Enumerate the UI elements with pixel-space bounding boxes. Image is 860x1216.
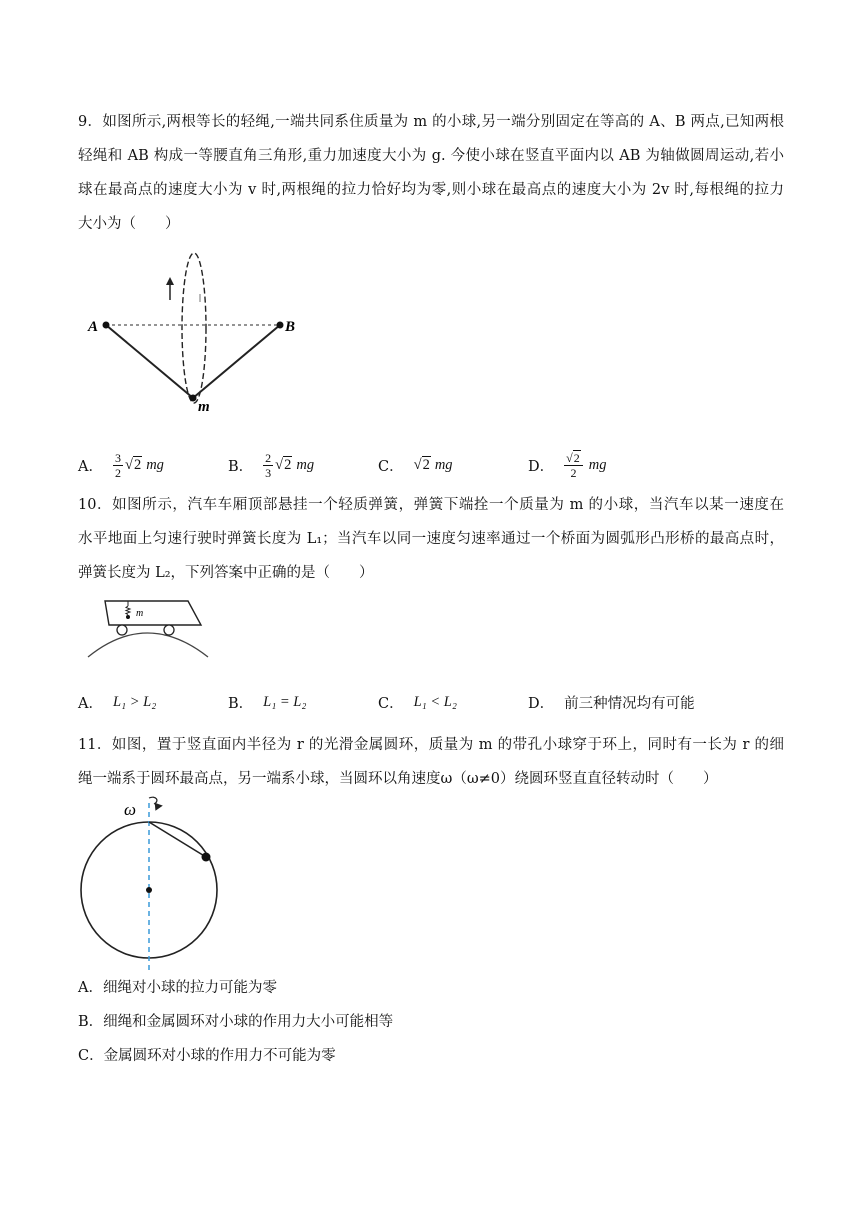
q11-option-c[interactable]: C．金属圆环对小球的作用力不可能为零 bbox=[78, 1048, 336, 1064]
q9-figure bbox=[78, 248, 308, 418]
q11-option-a[interactable]: A．细绳对小球的拉力可能为零 bbox=[78, 980, 277, 996]
q10-label-m: m bbox=[136, 608, 144, 619]
q10-options bbox=[78, 682, 784, 722]
question-11-text bbox=[78, 728, 784, 796]
question-10-text bbox=[78, 488, 784, 590]
q10-option-a[interactable]: A． L₁ > L₂ bbox=[78, 693, 157, 712]
q9-label-a: A bbox=[88, 319, 99, 335]
fraction: $\frac{3}{2}$ bbox=[114, 450, 121, 480]
q9-label-m: m bbox=[198, 399, 210, 415]
q10-option-c[interactable]: C． L₁ < L₂ bbox=[378, 693, 457, 712]
q10-line-3: 弹簧长度为 L₂，下列答案中正确的是（ ） bbox=[78, 565, 374, 581]
q10-line-1: 10．如图所示，汽车车厢顶部悬挂一个轻质弹簧，弹簧下端拴一个质量为 m 的小球，当汽车以某一速度在 bbox=[78, 497, 784, 513]
q9-line-3: 球在最高点的速度大小为 v 时,两根绳的拉力恰好均为零,则小球在最高点的速度大小为 2v 时,每根绳的拉力 bbox=[78, 182, 784, 198]
q10-option-b[interactable]: B． L₁ = L₂ bbox=[228, 693, 307, 712]
q11-label-omega: ω bbox=[124, 800, 137, 819]
q9-line-2: 轻绳和 AB 构成一等腰直角三角形,重力加速度大小为 g. 今使小球在竖直平面内以 AB 为轴做圆周运动,若小 bbox=[78, 148, 784, 164]
q9-option-c[interactable]: C． √2 mg bbox=[378, 456, 453, 475]
q11-line-2: 绳一端系于圆环最高点，另一端系小球，当圆环以角速度ω（ω≠0）绕圆环竖直直径转动时（ ） bbox=[78, 771, 718, 787]
q9-option-d[interactable]: D． $\frac{√2}{2}$ mg bbox=[528, 450, 607, 480]
q9-option-b[interactable]: B． $\frac{2}{3}$ √2 mg bbox=[228, 450, 315, 480]
fraction: $\frac{√2}{2}$ bbox=[564, 451, 583, 480]
q9-label-b: B bbox=[285, 319, 296, 335]
q9-line-1: 9．如图所示,两根等长的轻绳,一端共同系住质量为 m 的小球,另一端分别固定在等高的 A、B 两点,已知两根 bbox=[78, 114, 784, 130]
q9-line-4: 大小为（ ） bbox=[78, 216, 180, 232]
q11-option-b[interactable]: B．细绳和金属圆环对小球的作用力大小可能相等 bbox=[78, 1014, 394, 1030]
fraction: $\frac{2}{3}$ bbox=[265, 450, 272, 480]
question-9-text bbox=[78, 105, 784, 241]
q10-line-2: 水平地面上匀速行驶时弹簧长度为 L₁；当汽车以同一速度匀速率通过一个桥面为圆弧形凸形桥的最高点时， bbox=[78, 531, 784, 547]
q11-figure bbox=[70, 793, 230, 975]
q10-option-d[interactable]: D． 前三种情况均有可能 bbox=[528, 695, 695, 712]
q9-option-a[interactable]: A． $\frac{3}{2}$ √2 mg bbox=[78, 450, 164, 480]
q9-options bbox=[78, 445, 784, 485]
q10-figure bbox=[85, 597, 215, 659]
q11-line-1: 11．如图，置于竖直面内半径为 r 的光滑金属圆环，质量为 m 的带孔小球穿于环上，同时有一长为 r 的细 bbox=[78, 737, 784, 753]
